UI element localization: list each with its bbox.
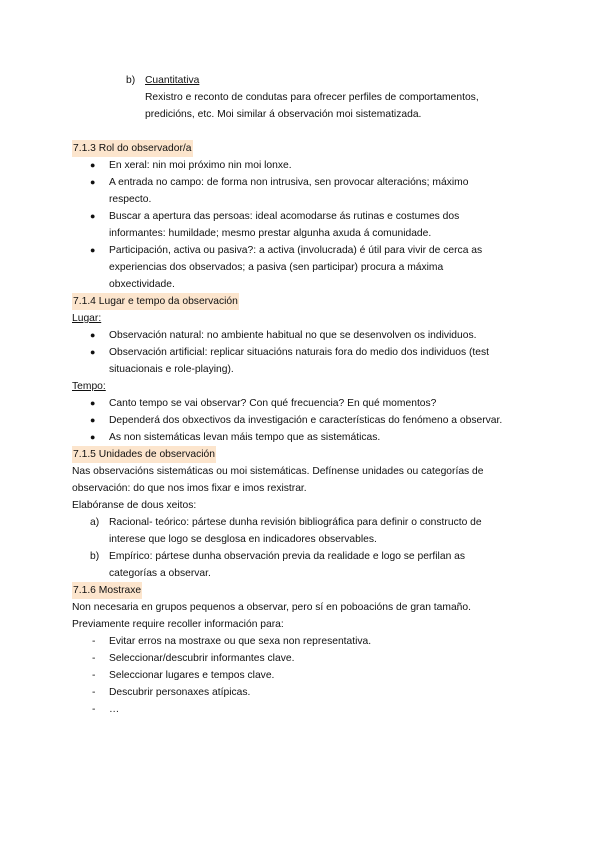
- paragraph-line: Non necesaria en grupos pequenos a observar, pero sí en poboacións de gran tamaño.: [72, 602, 471, 613]
- list-item-text: respecto.: [109, 194, 152, 205]
- paragraph-line: Previamente require recoller información para:: [72, 619, 284, 630]
- section-heading: 7.1.5 Unidades de observación: [72, 446, 216, 463]
- list-item-text: As non sistemáticas levan máis tempo que as sistemáticas.: [109, 432, 381, 443]
- list-item-text: situacionais e role-playing).: [109, 364, 234, 375]
- bullet-icon: ●: [90, 177, 96, 187]
- list-item-text: obxectividade.: [109, 279, 175, 290]
- list-item-text: Racional- teórico: pártese dunha revisión bibliográfica para definir o constructo de: [109, 517, 482, 528]
- list-item-text: informantes: humildade; mesmo prestar algunha axuda á comunidade.: [109, 228, 432, 239]
- paragraph-line: Nas observacións sistemáticas ou moi sistemáticas. Defínense unidades ou categorías de: [72, 466, 484, 477]
- section-heading: 7.1.3 Rol do observador/a: [72, 140, 193, 157]
- text-line: predicións, etc. Moi similar á observación moi sistematizada.: [145, 109, 422, 120]
- bullet-icon: ●: [90, 398, 96, 408]
- bullet-icon: ●: [90, 160, 96, 170]
- list-item-text: Canto tempo se vai observar? Con qué frecuencia? En qué momentos?: [109, 398, 437, 409]
- dash-marker: -: [92, 687, 96, 698]
- dash-marker: -: [92, 670, 96, 681]
- subsection-title: Cuantitativa: [145, 75, 200, 86]
- bullet-icon: ●: [90, 211, 96, 221]
- list-marker: a): [90, 517, 100, 528]
- text-line: Rexistro e reconto de condutas para ofrecer perfiles de comportamentos,: [145, 92, 479, 103]
- subheading-tempo: Tempo:: [72, 381, 106, 392]
- list-item-text: Buscar a apertura das persoas: ideal acomodarse ás rutinas e costumes dos: [109, 211, 460, 222]
- list-item-text: Evitar erros na mostraxe ou que sexa non representativa.: [109, 636, 372, 647]
- dash-marker: -: [92, 653, 96, 664]
- subheading-lugar: Lugar:: [72, 313, 102, 324]
- list-marker: b): [126, 75, 136, 86]
- bullet-icon: ●: [90, 415, 96, 425]
- list-item-text: A entrada no campo: de forma non intrusiva, sen provocar alteracións; máximo: [109, 177, 469, 188]
- list-item-text: Dependerá dos obxectivos da investigación e características do fenómeno a observar.: [109, 415, 503, 426]
- dash-marker: -: [92, 636, 96, 647]
- list-item-text: Participación, activa ou pasiva?: a activa (involucrada) é útil para vivir de cerca as: [109, 245, 483, 256]
- list-item-text: Seleccionar/descubrir informantes clave.: [109, 653, 295, 664]
- list-item-text: categorías a observar.: [109, 568, 211, 579]
- list-marker: b): [90, 551, 100, 562]
- section-heading: 7.1.6 Mostraxe: [72, 582, 142, 599]
- bullet-icon: ●: [90, 330, 96, 340]
- list-item-text: interese que logo se desglosa en indicadores observables.: [109, 534, 377, 545]
- list-item-text: Descubrir personaxes atípicas.: [109, 687, 251, 698]
- list-item-text: En xeral: nin moi próximo nin moi lonxe.: [109, 160, 292, 171]
- list-item-text: …: [109, 704, 120, 715]
- bullet-icon: ●: [90, 432, 96, 442]
- section-heading: 7.1.4 Lugar e tempo da observación: [72, 293, 239, 310]
- list-item-text: Empírico: pártese dunha observación previa da realidade e logo se perfilan as: [109, 551, 466, 562]
- list-item-text: experiencias dos observados; a pasiva (sen participar) procura a máxima: [109, 262, 444, 273]
- dash-marker: -: [92, 704, 96, 715]
- bullet-icon: ●: [90, 347, 96, 357]
- bullet-icon: ●: [90, 245, 96, 255]
- paragraph-line: observación: do que nos imos fixar e imos rexistrar.: [72, 483, 307, 494]
- list-item-text: Observación natural: no ambiente habitual no que se desenvolven os individuos.: [109, 330, 477, 341]
- paragraph-line: Elabóranse de dous xeitos:: [72, 500, 197, 511]
- list-item-text: Seleccionar lugares e tempos clave.: [109, 670, 275, 681]
- list-item-text: Observación artificial: replicar situacións naturais fora do medio dos individuos (test: [109, 347, 490, 358]
